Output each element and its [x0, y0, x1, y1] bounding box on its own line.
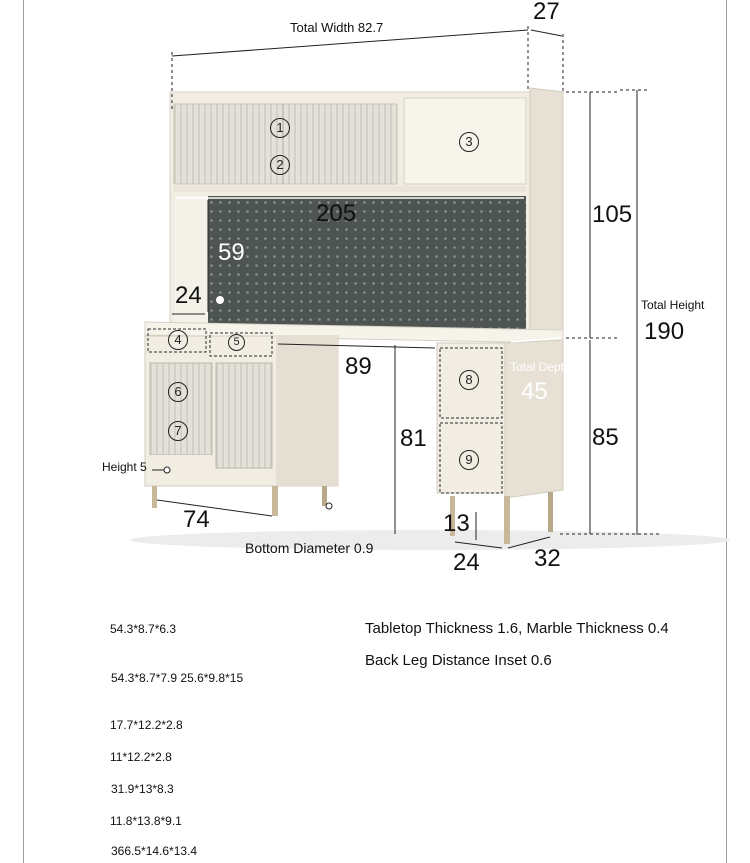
spec-7: 366.5*14.6*13.4 — [111, 844, 198, 858]
height-5-label: Height 5 — [102, 460, 147, 474]
spec-5: 31.9*13*8.3 — [111, 782, 174, 796]
total-depth-label: Total Dept — [510, 360, 565, 374]
drawer-cabinet-height-label: 85 — [592, 424, 619, 451]
leg-spread-label: 24 — [453, 549, 480, 576]
bottom-diameter-label: Bottom Diameter 0.9 — [245, 540, 374, 556]
back-leg-inset-note: Back Leg Distance Inset 0.6 — [365, 652, 552, 669]
peg-hook-dot — [216, 296, 224, 304]
callout-9: 9 — [459, 450, 479, 470]
callout-8: 8 — [459, 370, 479, 390]
spec-1: 54.3*8.7*6.3 — [110, 622, 177, 636]
total-height-value: 190 — [644, 318, 685, 345]
hutch-inner-width-label: 205 — [316, 200, 357, 227]
spec-2: 54.3*8.7*7.9 25.6*9.8*15 — [111, 671, 244, 685]
callout-7: 7 — [168, 421, 188, 441]
total-height-label: Total Height — [641, 298, 705, 312]
spec-4: 11*12.2*2.8 — [110, 750, 172, 764]
spec-6: 11.8*13.8*9.1 — [110, 814, 182, 828]
leg-height-label: 13 — [443, 510, 470, 537]
spec-3: 17.7*12.2*2.8 — [110, 718, 183, 732]
callout-4: 4 — [168, 330, 188, 350]
callout-5: 5 — [228, 334, 245, 351]
callout-6: 6 — [168, 382, 188, 402]
hutch — [170, 88, 563, 336]
cabinet-width-label: 74 — [183, 506, 210, 533]
shelf-depth-label: 24 — [175, 282, 202, 309]
total-depth-value: 45 — [521, 378, 548, 405]
leg-depth-label: 32 — [534, 545, 561, 572]
knee-width-label: 89 — [345, 353, 372, 380]
callout-1: 1 — [270, 118, 290, 138]
total-width-label: Total Width 82.7 — [290, 20, 384, 35]
callout-3: 3 — [459, 132, 479, 152]
callout-2: 2 — [270, 155, 290, 175]
hutch-height-label: 105 — [592, 201, 633, 228]
tabletop-thickness-note: Tabletop Thickness 1.6, Marble Thickness 0.4 — [365, 620, 669, 637]
side-depth-label: 27 — [533, 0, 560, 25]
pegboard-height-label: 59 — [218, 239, 245, 266]
desk-height-label: 81 — [400, 425, 427, 452]
